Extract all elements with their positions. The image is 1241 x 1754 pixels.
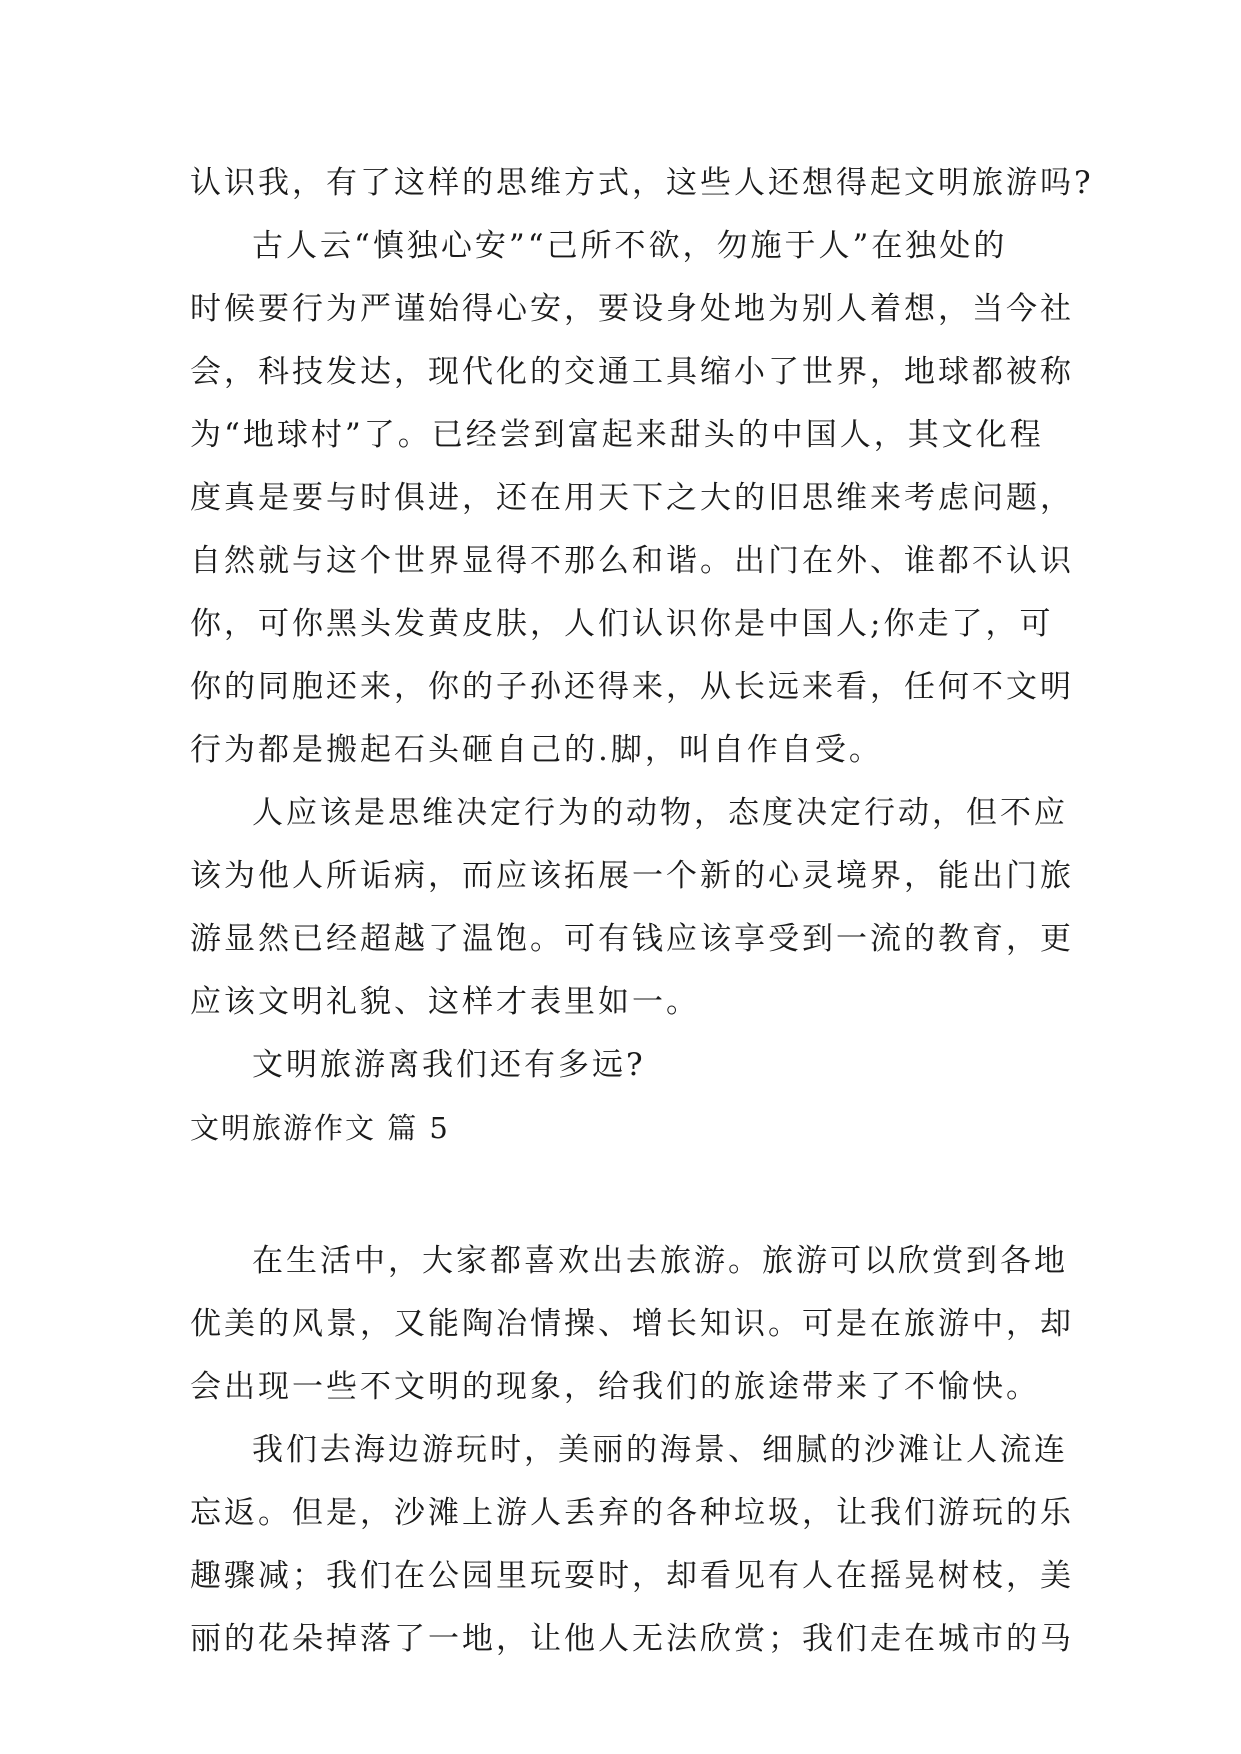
text-line: 丽的花朵掉落了一地，让他人无法欣赏；我们走在城市的马 xyxy=(190,1621,1074,1657)
text-line: 时候要行为严谨始得心安，要设身处地为别人着想，当今社 xyxy=(190,291,1074,327)
text-line: 应该文明礼貌、这样才表里如一。 xyxy=(190,984,700,1020)
text-line: 为“地球村”了。已经尝到富起来甜头的中国人，其文化程 xyxy=(190,417,1044,453)
paragraph-first-line: 我们去海边游玩时，美丽的海景、细腻的沙滩让人流连 xyxy=(252,1432,1068,1468)
text-line: 会出现一些不文明的现象，给我们的旅途带来了不愉快。 xyxy=(190,1369,1040,1405)
text-line: 你的同胞还来，你的子孙还得来，从长远来看，任何不文明 xyxy=(190,669,1074,705)
text-line: 自然就与这个世界显得不那么和谐。出门在外、谁都不认识 xyxy=(190,543,1074,579)
text-line: 认识我，有了这样的思维方式，这些人还想得起文明旅游吗? xyxy=(190,165,1094,201)
text-line: 趣骤减；我们在公园里玩耍时，却看见有人在摇晃树枝，美 xyxy=(190,1558,1074,1594)
document-body xyxy=(190,152,1094,1671)
paragraph-first-line: 文明旅游离我们还有多远? xyxy=(252,1047,646,1083)
text-line: 忘返。但是，沙滩上游人丢弃的各种垃圾，让我们游玩的乐 xyxy=(190,1495,1074,1531)
text-line: 度真是要与时俱进，还在用天下之大的旧思维来考虑问题， xyxy=(190,480,1074,516)
text-line: 游显然已经超越了温饱。可有钱应该享受到一流的教育，更 xyxy=(190,921,1074,957)
paragraph-first-line: 人应该是思维决定行为的动物，态度决定行动，但不应 xyxy=(252,795,1068,831)
text-line: 优美的风景，又能陶冶情操、增长知识。可是在旅游中，却 xyxy=(190,1306,1074,1342)
section-heading: 文明旅游作文 篇 5 xyxy=(190,1111,450,1145)
paragraph-first-line: 在生活中，大家都喜欢出去旅游。旅游可以欣赏到各地 xyxy=(252,1243,1068,1279)
text-line: 会，科技发达，现代化的交通工具缩小了世界，地球都被称 xyxy=(190,354,1074,390)
paragraph-first-line: 古人云“慎独心安”“己所不欲，勿施于人”在独处的 xyxy=(252,228,1008,264)
text-line: 行为都是搬起石头砸自己的.脚，叫自作自受。 xyxy=(190,732,883,768)
section-spacer xyxy=(190,1160,1070,1230)
text-line: 你，可你黑头发黄皮肤，人们认识你是中国人;你走了，可 xyxy=(190,606,1054,642)
text-line: 该为他人所诟病，而应该拓展一个新的心灵境界，能出门旅 xyxy=(190,858,1074,894)
